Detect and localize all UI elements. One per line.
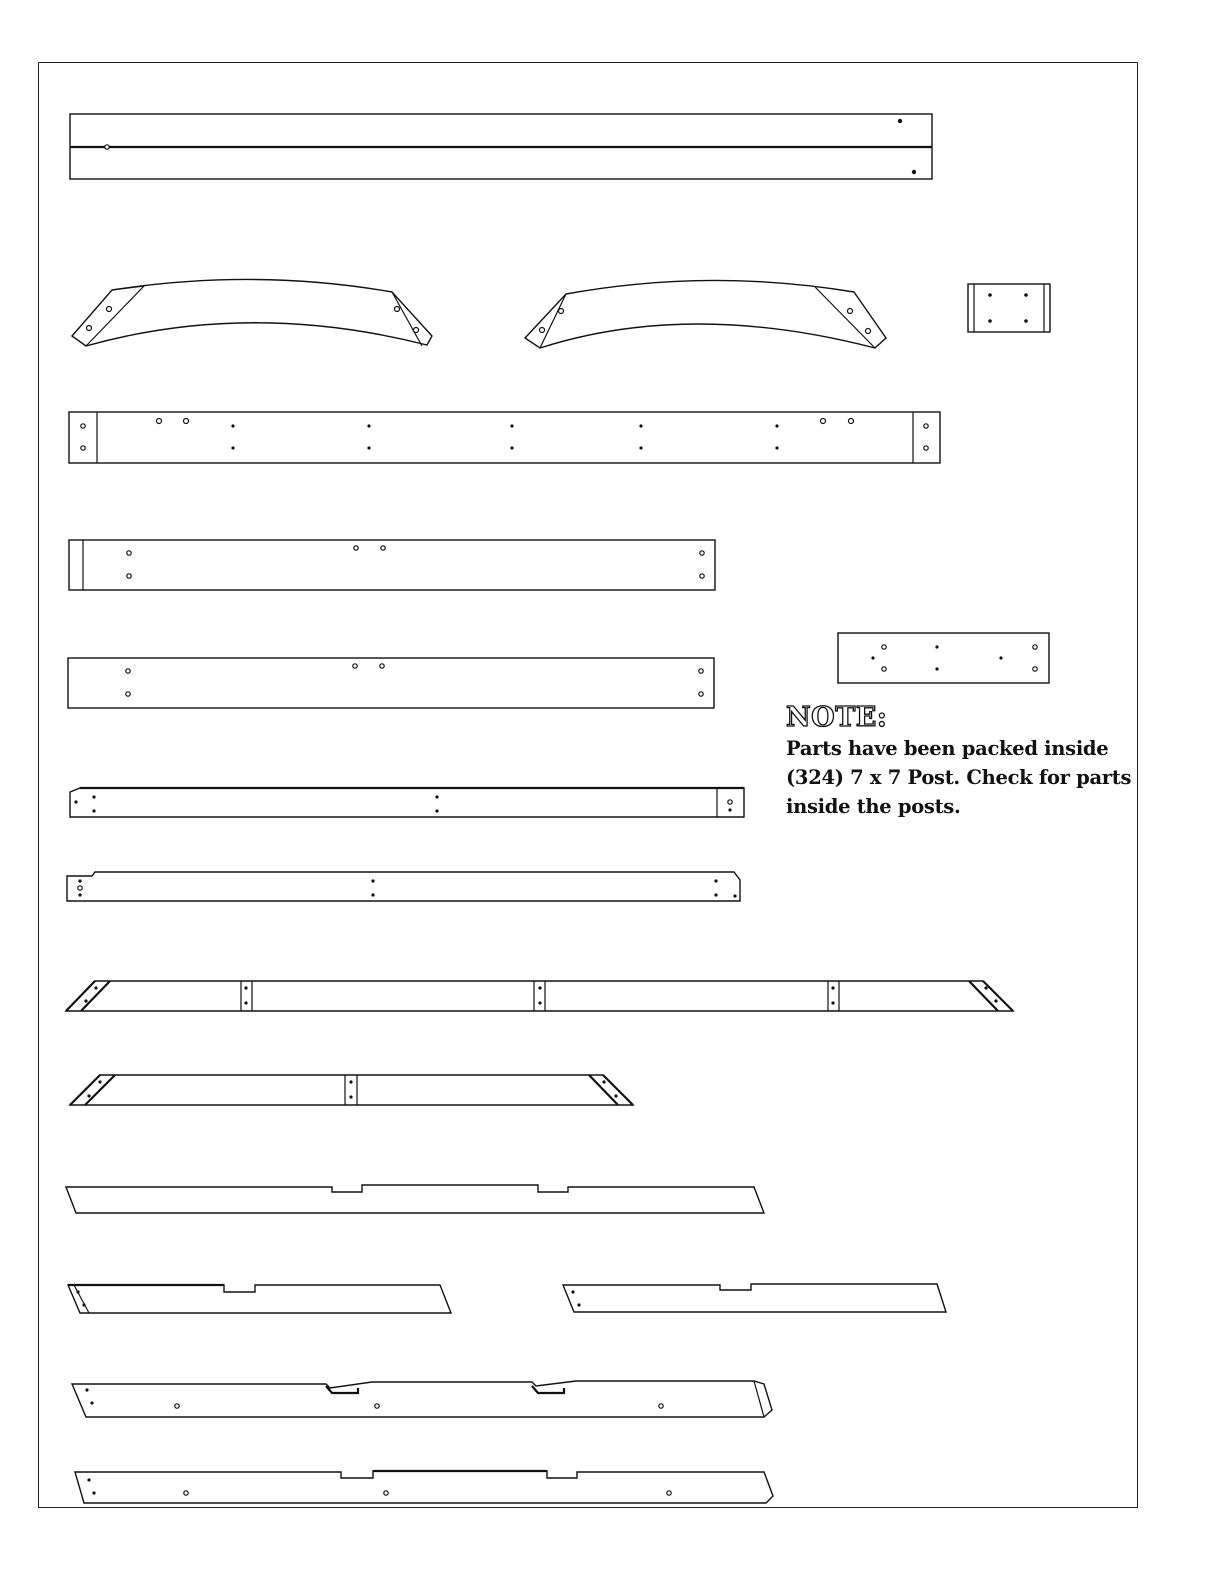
part-curved-brace-right (525, 280, 886, 348)
part-rail-b (67, 872, 740, 901)
part-notched-board-short-left (68, 1285, 451, 1313)
note-block (786, 702, 1136, 821)
part-small-block (968, 284, 1050, 332)
note-title: NOTE: (786, 702, 888, 733)
part-curved-brace-left (72, 279, 432, 346)
note-body: Parts have been packed inside (324) 7 x 7 Post. Check for parts inside the posts. (786, 737, 1132, 818)
part-notched-rafter-b (75, 1471, 773, 1503)
part-medium-beam-b (68, 658, 714, 708)
part-long-beam-end-blocks (69, 412, 940, 463)
part-long-angled-beam (66, 981, 1013, 1011)
part-medium-beam-a (69, 540, 715, 590)
part-notched-rafter-a (72, 1381, 772, 1417)
part-notched-board-short-right (563, 1284, 946, 1312)
part-small-plate (838, 633, 1049, 683)
part-notched-board (66, 1185, 764, 1213)
part-rail-a (70, 788, 744, 817)
part-short-angled-beam (70, 1075, 633, 1105)
part-long-double-beam (70, 114, 932, 179)
